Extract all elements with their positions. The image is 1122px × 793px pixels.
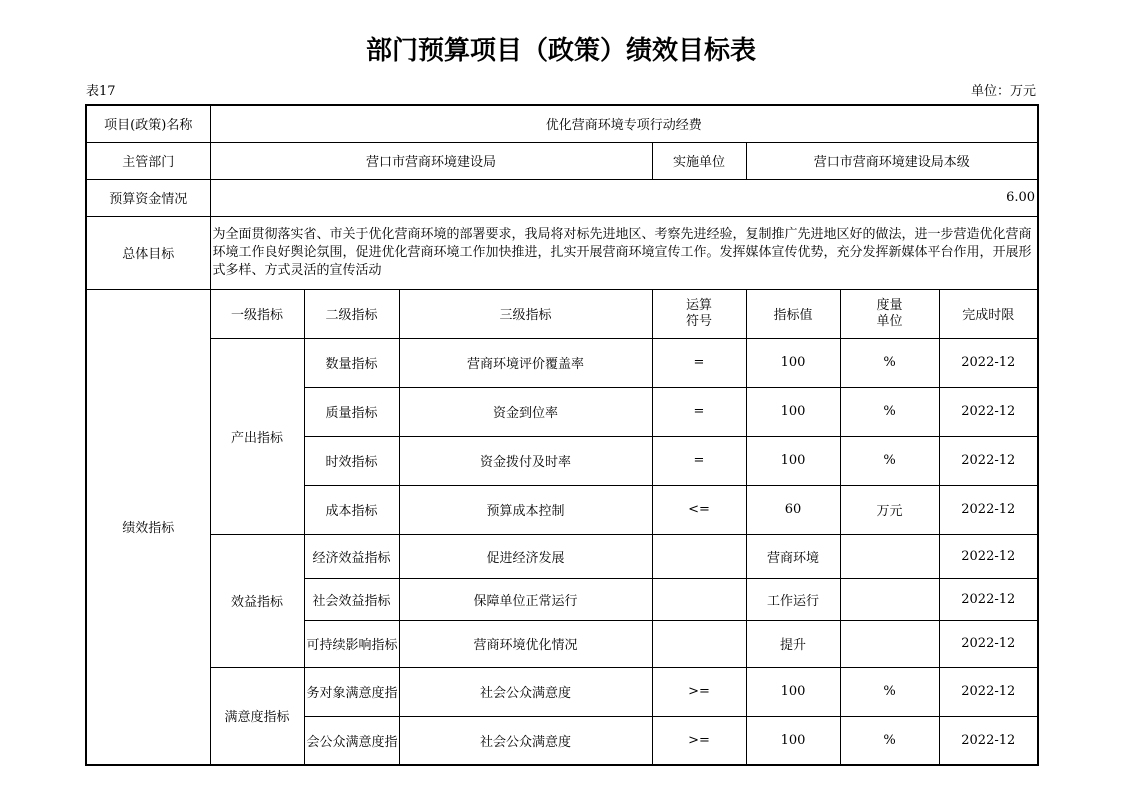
level2-cell: 社会效益指标: [304, 578, 399, 620]
header-l1: 一级指标: [210, 289, 304, 338]
operator-cell: [652, 534, 746, 578]
value-cell: 营商环境: [746, 534, 840, 578]
deadline-cell: 2022-12: [939, 387, 1038, 436]
deadline-cell: 2022-12: [939, 485, 1038, 534]
page-title: 部门预算项目（政策）绩效目标表: [365, 36, 756, 66]
project-name-label: 项目(政策)名称: [86, 105, 210, 142]
header-l3: 三级指标: [399, 289, 652, 338]
group-name: 产出指标: [210, 338, 304, 534]
unit-cell: %: [840, 338, 939, 387]
table-row: [86, 534, 1038, 578]
deadline-cell: 2022-12: [939, 716, 1038, 765]
level3-cell: 营商环境评价覆盖率: [399, 338, 652, 387]
level2-cell: 质量指标: [304, 387, 399, 436]
impl-label: 实施单位: [652, 142, 746, 179]
value-cell: 工作运行: [746, 578, 840, 620]
deadline-cell: 2022-12: [939, 534, 1038, 578]
deadline-cell: 2022-12: [939, 667, 1038, 716]
unit-cell: [840, 620, 939, 667]
unit-cell: %: [840, 716, 939, 765]
value-cell: 60: [746, 485, 840, 534]
value-cell: 100: [746, 338, 840, 387]
level3-cell: 预算成本控制: [399, 485, 652, 534]
level3-cell: 营商环境优化情况: [399, 620, 652, 667]
table-row: [86, 338, 1038, 387]
unit-cell: 万元: [840, 485, 939, 534]
budget-value: 6.00: [210, 179, 1038, 216]
operator-cell: =: [652, 338, 746, 387]
operator-cell: =: [652, 387, 746, 436]
goal-text: 为全面贯彻落实省、市关于优化营商环境的部署要求，我局将对标先进地区、考察先进经验，复制推广先进地区好的做法，进一步营造优化营商环境工作良好舆论氛围，促进优化营商环境工作加快推进，扎实开展营商环境宣传工作。发挥媒体宣传优势，充分发挥新媒体平台作用，开展形式多样、方式灵活的宣传活动: [210, 216, 1038, 289]
level2-cell: 经济效益指标: [304, 534, 399, 578]
level3-cell: 资金拨付及时率: [399, 436, 652, 485]
level2-cell: 可持续影响指标: [304, 620, 399, 667]
header-unit: [840, 289, 939, 338]
level3-cell: 社会公众满意度: [399, 716, 652, 765]
level2-cell: 成本指标: [304, 485, 399, 534]
value-cell: 100: [746, 436, 840, 485]
value-cell: 100: [746, 667, 840, 716]
unit-cell: %: [840, 667, 939, 716]
unit-label: 单位：万元: [970, 84, 1036, 99]
perf-label: 绩效指标: [86, 289, 210, 765]
level3-cell: 社会公众满意度: [399, 667, 652, 716]
deadline-cell: 2022-12: [939, 578, 1038, 620]
level3-cell: 保障单位正常运行: [399, 578, 652, 620]
unit-cell: %: [840, 436, 939, 485]
table-number: 表17: [86, 84, 116, 99]
operator-cell: =: [652, 436, 746, 485]
dept-value: 营口市营商环境建设局: [210, 142, 652, 179]
unit-cell: %: [840, 387, 939, 436]
header-op-line1: 运算: [685, 297, 712, 313]
group-name: 满意度指标: [210, 667, 304, 765]
value-cell: 提升: [746, 620, 840, 667]
deadline-cell: 2022-12: [939, 620, 1038, 667]
level2-cell: 务对象满意度指: [304, 667, 399, 716]
header-l2: 二级指标: [304, 289, 399, 338]
operator-cell: <=: [652, 485, 746, 534]
level2-cell: 会公众满意度指: [304, 716, 399, 765]
performance-table: [85, 104, 1039, 766]
impl-value: 营口市营商环境建设局本级: [746, 142, 1038, 179]
level2-cell: 数量指标: [304, 338, 399, 387]
header-unit-line1: 度量: [876, 297, 903, 313]
dept-label: 主管部门: [86, 142, 210, 179]
level3-cell: 资金到位率: [399, 387, 652, 436]
unit-cell: [840, 578, 939, 620]
level2-cell: 时效指标: [304, 436, 399, 485]
level3-cell: 促进经济发展: [399, 534, 652, 578]
table-row: [86, 667, 1038, 716]
header-op: [652, 289, 746, 338]
operator-cell: >=: [652, 667, 746, 716]
budget-label: 预算资金情况: [86, 179, 210, 216]
project-name: 优化营商环境专项行动经费: [210, 105, 1038, 142]
value-cell: 100: [746, 387, 840, 436]
deadline-cell: 2022-12: [939, 338, 1038, 387]
operator-cell: >=: [652, 716, 746, 765]
group-name: 效益指标: [210, 534, 304, 667]
operator-cell: [652, 578, 746, 620]
header-deadline: 完成时限: [939, 289, 1038, 338]
header-value: 指标值: [746, 289, 840, 338]
operator-cell: [652, 620, 746, 667]
unit-cell: [840, 534, 939, 578]
value-cell: 100: [746, 716, 840, 765]
goal-label: 总体目标: [86, 216, 210, 289]
header-op-line2: 符号: [685, 313, 712, 329]
deadline-cell: 2022-12: [939, 436, 1038, 485]
header-unit-line2: 单位: [876, 313, 903, 329]
